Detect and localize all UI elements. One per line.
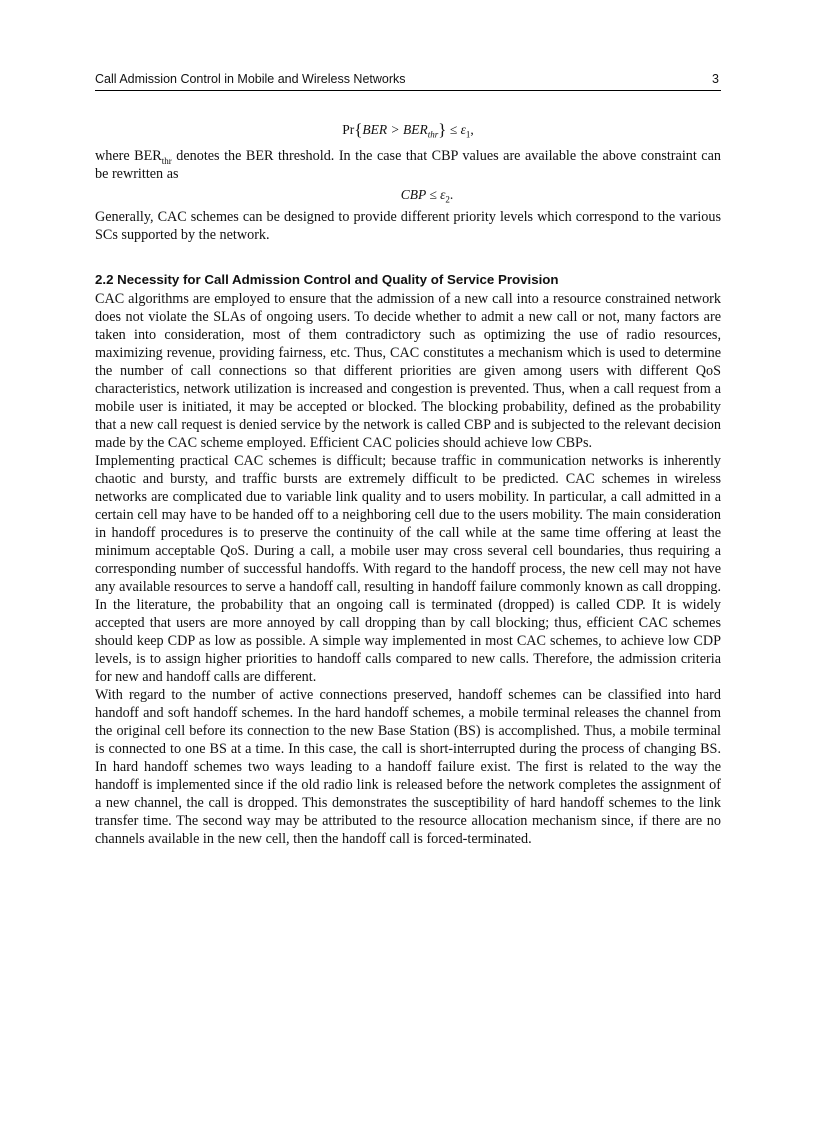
section-paragraph-3: With regard to the number of active connections preserved, handoff schemes can be classified into hard handoff and soft handoff schemes. In the hard handoff schemes, a mobile terminal releases the channel from the original cell before its connection to the new Base Station (BS) is accomplished. Thus, a mobile terminal is connected to one BS at a time. In this case, the call is short-interrupted during the process of changing BS. In hard handoff schemes two ways leading to a handoff failure exist. The first is related to the way the handoff is implemented since if the old radio link is released before the network completes the assignment of a new channel, the call is dropped. This demonstrates the susceptibility of hard handoff schemes to the link transfer time. The second way may be attributed to the resource allocation mechanism since, if there are no channels available in the new cell, then the handoff call is forced-terminated. (95, 687, 721, 847)
eq1-tail: , (470, 122, 474, 137)
eq2-subscript: 2 (445, 194, 450, 205)
eq1-subscript: thr (427, 129, 439, 140)
para1-before-sub: where BER (95, 148, 162, 164)
eq1-relation: ≤ ε (449, 122, 466, 137)
eq1-lhs: BER > BER (362, 122, 428, 137)
eq1-open-brace: { (354, 120, 363, 139)
equation-ber-constraint (95, 120, 721, 139)
page-body (95, 120, 721, 848)
running-title: Call Admission Control in Mobile and Wireless Networks (95, 72, 406, 86)
eq2-expr: CBP ≤ ε (400, 187, 446, 202)
page-number: 3 (712, 72, 719, 86)
eq1-close-brace: } (438, 120, 447, 139)
equation-cbp-constraint (95, 186, 721, 204)
paragraph-priority-levels: Generally, CAC schemes can be designed to provide different priority levels which correspond to the various SCs supported by the network. (95, 209, 721, 243)
eq1-pr: Pr (342, 122, 355, 137)
section-paragraph-1: CAC algorithms are employed to ensure that the admission of a new call into a resource constrained network does not violate the SLAs of ongoing users. To decide whether to admit a new call or not, many factors are taken into consideration, most of them contradictory such as optimizing the use of radio resources, maximizing revenue, providing fairness, etc. Thus, CAC constitutes a mechanism which is used to determine the number of call connections so that different priorities are given among users with different QoS characteristics, network utilization is increased and congestion is prevented. Thus, when a call request from a mobile user is initiated, it may be accepted or blocked. The blocking probability, defined as the probability that a new call request is denied service by the network is called CBP and is subjected to the relevant decision made by the CAC scheme employed. Efficient CAC policies should achieve low CBPs. (95, 291, 721, 451)
para1-subscript: thr (161, 155, 172, 166)
para1-after-sub: denotes the BER threshold. In the case that CBP values are available the above constraint can be rewritten as (95, 148, 721, 182)
section-heading: 2.2 Necessity for Call Admission Control and Quality of Service Provision (95, 272, 559, 287)
section-paragraph-2: Implementing practical CAC schemes is difficult; because traffic in communication networks is inherently chaotic and bursty, and traffic bursts are extremely difficult to be predicted. CAC schemes in wireless networks are complicated due to variable link quality and to users mobility. In particular, a call admitted in a certain cell may have to be handed off to a neighboring cell due to the users mobility. The main consideration in handoff procedures is to preserve the continuity of the call while at the same time offering at least the minimum acceptable QoS. During a call, a mobile user may cross several cell boundaries, thus requiring a corresponding number of successful handoffs. With regard to the handoff process, the new cell may not have any available resources to serve a handoff call, resulting in handoff failure commonly known as call dropping. In the literature, the probability that an ongoing call is terminated (dropped) is called CDP. It is widely accepted that users are more annoyed by call dropping than by call blocking; thus, efficient CAC schemes should keep CDP as low as possible. A simple way implemented in most CAC schemes, to achieve low CDP levels, is to assign higher priorities to handoff calls compared to new calls. Therefore, the admission criteria for new and handoff calls are different. (95, 453, 721, 685)
eq2-tail: . (449, 187, 454, 202)
eq1-rel-subscript: 1 (465, 129, 471, 140)
paragraph-ber-threshold (95, 147, 721, 183)
running-header (95, 70, 721, 91)
